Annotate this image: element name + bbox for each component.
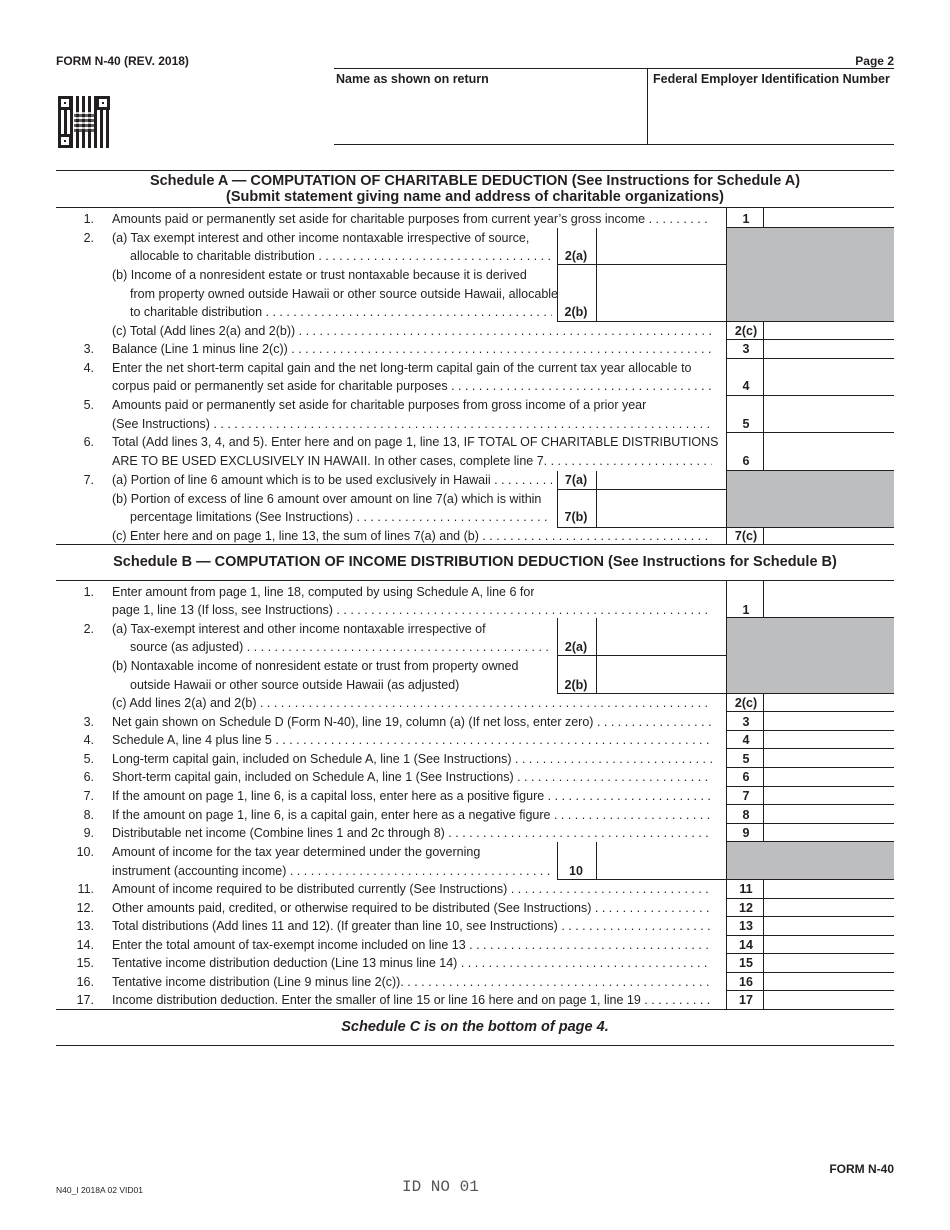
sched-b-line-2b-1: (b) Nontaxable income of nonresident estate or trust from property owned: [112, 659, 519, 673]
sched-b-line-10a: 10. Amount of income for the tax year determined under the governing: [76, 845, 481, 859]
sched-b-5-amount[interactable]: [766, 750, 896, 768]
sched-b-line-9: 9. Distributable net income (Combine lines 1 and 2c through 8) . . . 9: [56, 824, 896, 842]
footer-code: N40_I 2018A 02 VID01: [56, 1185, 143, 1195]
sched-a-line-4b: corpus paid or permanently set aside for charitable purposes . . . 4: [56, 377, 896, 395]
sched-a-2b-amount[interactable]: [596, 303, 726, 321]
sched-b-line-5: 5. Long-term capital gain, included on Schedule A, line 1 (See Instructions) . . . 5: [56, 750, 896, 768]
sched-b-line-2a-2: source (as adjusted) . . . 2(a): [56, 638, 896, 656]
sched-a-line-5a: 5. Amounts paid or permanently set aside for charitable purposes from gross income of a prior year: [83, 398, 647, 412]
sched-a-7b-amount[interactable]: [596, 508, 726, 526]
sched-b-1-amount[interactable]: [766, 601, 896, 619]
sched-b-4-amount[interactable]: [766, 731, 896, 749]
sched-b-line-1b: page 1, line 13 (If loss, see Instructions) . . . 1: [56, 601, 896, 619]
sched-a-2c-amount[interactable]: [766, 322, 896, 340]
sched-b-line-6: 6. Short-term capital gain, included on Schedule A, line 1 (See Instructions) . . . 6: [56, 768, 896, 786]
schedule-b-title: Schedule B — COMPUTATION OF INCOME DISTRIBUTION DEDUCTION (See Instructions for Schedule B): [113, 554, 837, 570]
sched-a-6-amount[interactable]: [766, 452, 896, 470]
sched-b-14-amount[interactable]: [766, 936, 896, 954]
sched-a-line-2c: (c) Total (Add lines 2(a) and 2(b)) . . . 2(c): [56, 322, 896, 340]
sched-b-8-amount[interactable]: [766, 806, 896, 824]
sched-b-9-amount[interactable]: [766, 824, 896, 842]
sched-b-11-amount[interactable]: [766, 880, 896, 898]
sched-a-line-6b: ARE TO BE USED EXCLUSIVELY IN HAWAII. In other cases, complete line 7. . . . 6: [56, 452, 896, 470]
sched-b-line-17: 17. Income distribution deduction. Enter the smaller of line 15 or line 16 here and on page 1, line 19 . . . 17: [56, 991, 896, 1009]
schedule-a-title: Schedule A — COMPUTATION OF CHARITABLE DEDUCTION (See Instructions for Schedule A): [149, 173, 801, 189]
page-number: Page 2: [855, 54, 894, 68]
schedule-a-subtitle: (Submit statement giving name and address of charitable organizations): [226, 189, 724, 205]
sched-a-7a-amount[interactable]: [596, 471, 726, 489]
sched-b-line-7: 7. If the amount on page 1, line 6, is a capital loss, enter here as a positive figure . . . 7: [56, 787, 896, 805]
sched-a-1-amount[interactable]: [766, 210, 896, 228]
sched-a-5-amount[interactable]: [766, 415, 896, 433]
form-id: FORM N-40 (REV. 2018): [56, 54, 189, 68]
sched-b-3-amount[interactable]: [766, 713, 896, 731]
fein-input[interactable]: [650, 90, 892, 142]
qr-code-icon: [58, 96, 110, 148]
sched-b-10-amount[interactable]: [596, 862, 726, 880]
name-input[interactable]: [336, 90, 644, 142]
sched-b-7-amount[interactable]: [766, 787, 896, 805]
name-label: Name as shown on return: [336, 72, 489, 86]
sched-b-13-amount[interactable]: [766, 917, 896, 935]
sched-b-line-2c: (c) Add lines 2(a) and 2(b) . . . 2(c): [56, 694, 896, 712]
sched-b-line-8: 8. If the amount on page 1, line 6, is a capital gain, enter here as a negative figure . . . 8: [56, 806, 896, 824]
footer-form-name: FORM N-40: [829, 1162, 894, 1176]
sched-b-17-amount[interactable]: [766, 991, 896, 1009]
sched-a-line-2b-1: (b) Income of a nonresident estate or trust nontaxable because it is derived: [112, 268, 527, 282]
sched-a-line-6a: 6. Total (Add lines 3, 4, and 5). Enter here and on page 1, line 13, IF TOTAL OF CHARITABLE DISTRIBUTIONS: [83, 435, 719, 449]
sched-a-line-5b: (See Instructions) . . . 5: [56, 415, 896, 433]
sched-a-line-7b-1: (b) Portion of excess of line 6 amount over amount on line 7(a) which is within: [112, 492, 542, 506]
sched-a-line-3: 3. Balance (Line 1 minus line 2(c)) . . . 3: [56, 340, 896, 358]
sched-b-2a-amount[interactable]: [596, 638, 726, 656]
sched-b-2c-amount[interactable]: [766, 694, 896, 712]
sched-b-2b-amount[interactable]: [596, 676, 726, 694]
sched-a-line-2a-2: allocable to charitable distribution . . . 2(a): [56, 247, 896, 265]
sched-b-12-amount[interactable]: [766, 899, 896, 917]
footer-id-no: ID NO 01: [402, 1178, 479, 1196]
sched-b-line-14: 14. Enter the total amount of tax-exempt income included on line 13 . . . 14: [56, 936, 896, 954]
schedule-c-note: Schedule C is on the bottom of page 4.: [341, 1019, 609, 1035]
sched-b-line-13: 13. Total distributions (Add lines 11 and 12). (If greater than line 10, see Instructions) . . . 13: [56, 917, 896, 935]
sched-b-line-15: 15. Tentative income distribution deduction (Line 13 minus line 14) . . . 15: [56, 954, 896, 972]
sched-a-line-2b-2: from property owned outside Hawaii or other source outside Hawaii, allocable: [130, 287, 558, 301]
sched-a-7c-amount[interactable]: [766, 527, 896, 545]
sched-b-line-3: 3. Net gain shown on Schedule D (Form N-40), line 19, column (a) (If net loss, enter zero) . . . 3: [56, 713, 896, 731]
sched-b-line-10b: instrument (accounting income) . . . 10: [56, 862, 896, 880]
sched-b-line-11: 11. Amount of income required to be distributed currently (See Instructions) . . . 11: [56, 880, 896, 898]
sched-b-line-2a-1: 2. (a) Tax-exempt interest and other income nontaxable irrespective of: [83, 622, 486, 636]
sched-a-line-7c: (c) Enter here and on page 1, line 13, the sum of lines 7(a) and (b) . . . 7(c): [56, 527, 896, 545]
sched-b-line-16: 16. Tentative income distribution (Line 9 minus line 2(c)). . . . 16: [56, 973, 896, 991]
sched-a-line-2b-3: to charitable distribution . . . 2(b): [56, 303, 896, 321]
sched-a-line-2a-1: 2. (a) Tax exempt interest and other income nontaxable irrespective of source,: [83, 231, 530, 245]
sched-a-2a-amount[interactable]: [596, 247, 726, 265]
sched-a-line-7b-2: percentage limitations (See Instructions) . . . 7(b): [56, 508, 896, 526]
sched-b-line-1a: 1. Enter amount from page 1, line 18, computed by using Schedule A, line 6 for: [83, 585, 535, 599]
sched-b-6-amount[interactable]: [766, 768, 896, 786]
sched-a-4-amount[interactable]: [766, 377, 896, 395]
sched-b-line-12: 12. Other amounts paid, credited, or otherwise required to be distributed (See Instructions) . . . 12: [56, 899, 896, 917]
sched-a-line-4a: 4. Enter the net short-term capital gain and the net long-term capital gain of the current tax year allocable to: [83, 361, 692, 375]
fein-label: Federal Employer Identification Number: [653, 72, 890, 86]
sched-a-line-7a: 7. (a) Portion of line 6 amount which is to be used exclusively in Hawaii . . . 7(a): [56, 471, 896, 489]
sched-b-line-4: 4. Schedule A, line 4 plus line 5 . . . 4: [56, 731, 896, 749]
sched-b-16-amount[interactable]: [766, 973, 896, 991]
sched-a-line-1: 1. Amounts paid or permanently set aside for charitable purposes from current year’s gross income . . . 1: [56, 210, 896, 228]
sched-a-3-amount[interactable]: [766, 340, 896, 358]
sched-b-15-amount[interactable]: [766, 954, 896, 972]
sched-b-line-2b-2: outside Hawaii or other source outside Hawaii (as adjusted) 2(b): [56, 676, 896, 694]
